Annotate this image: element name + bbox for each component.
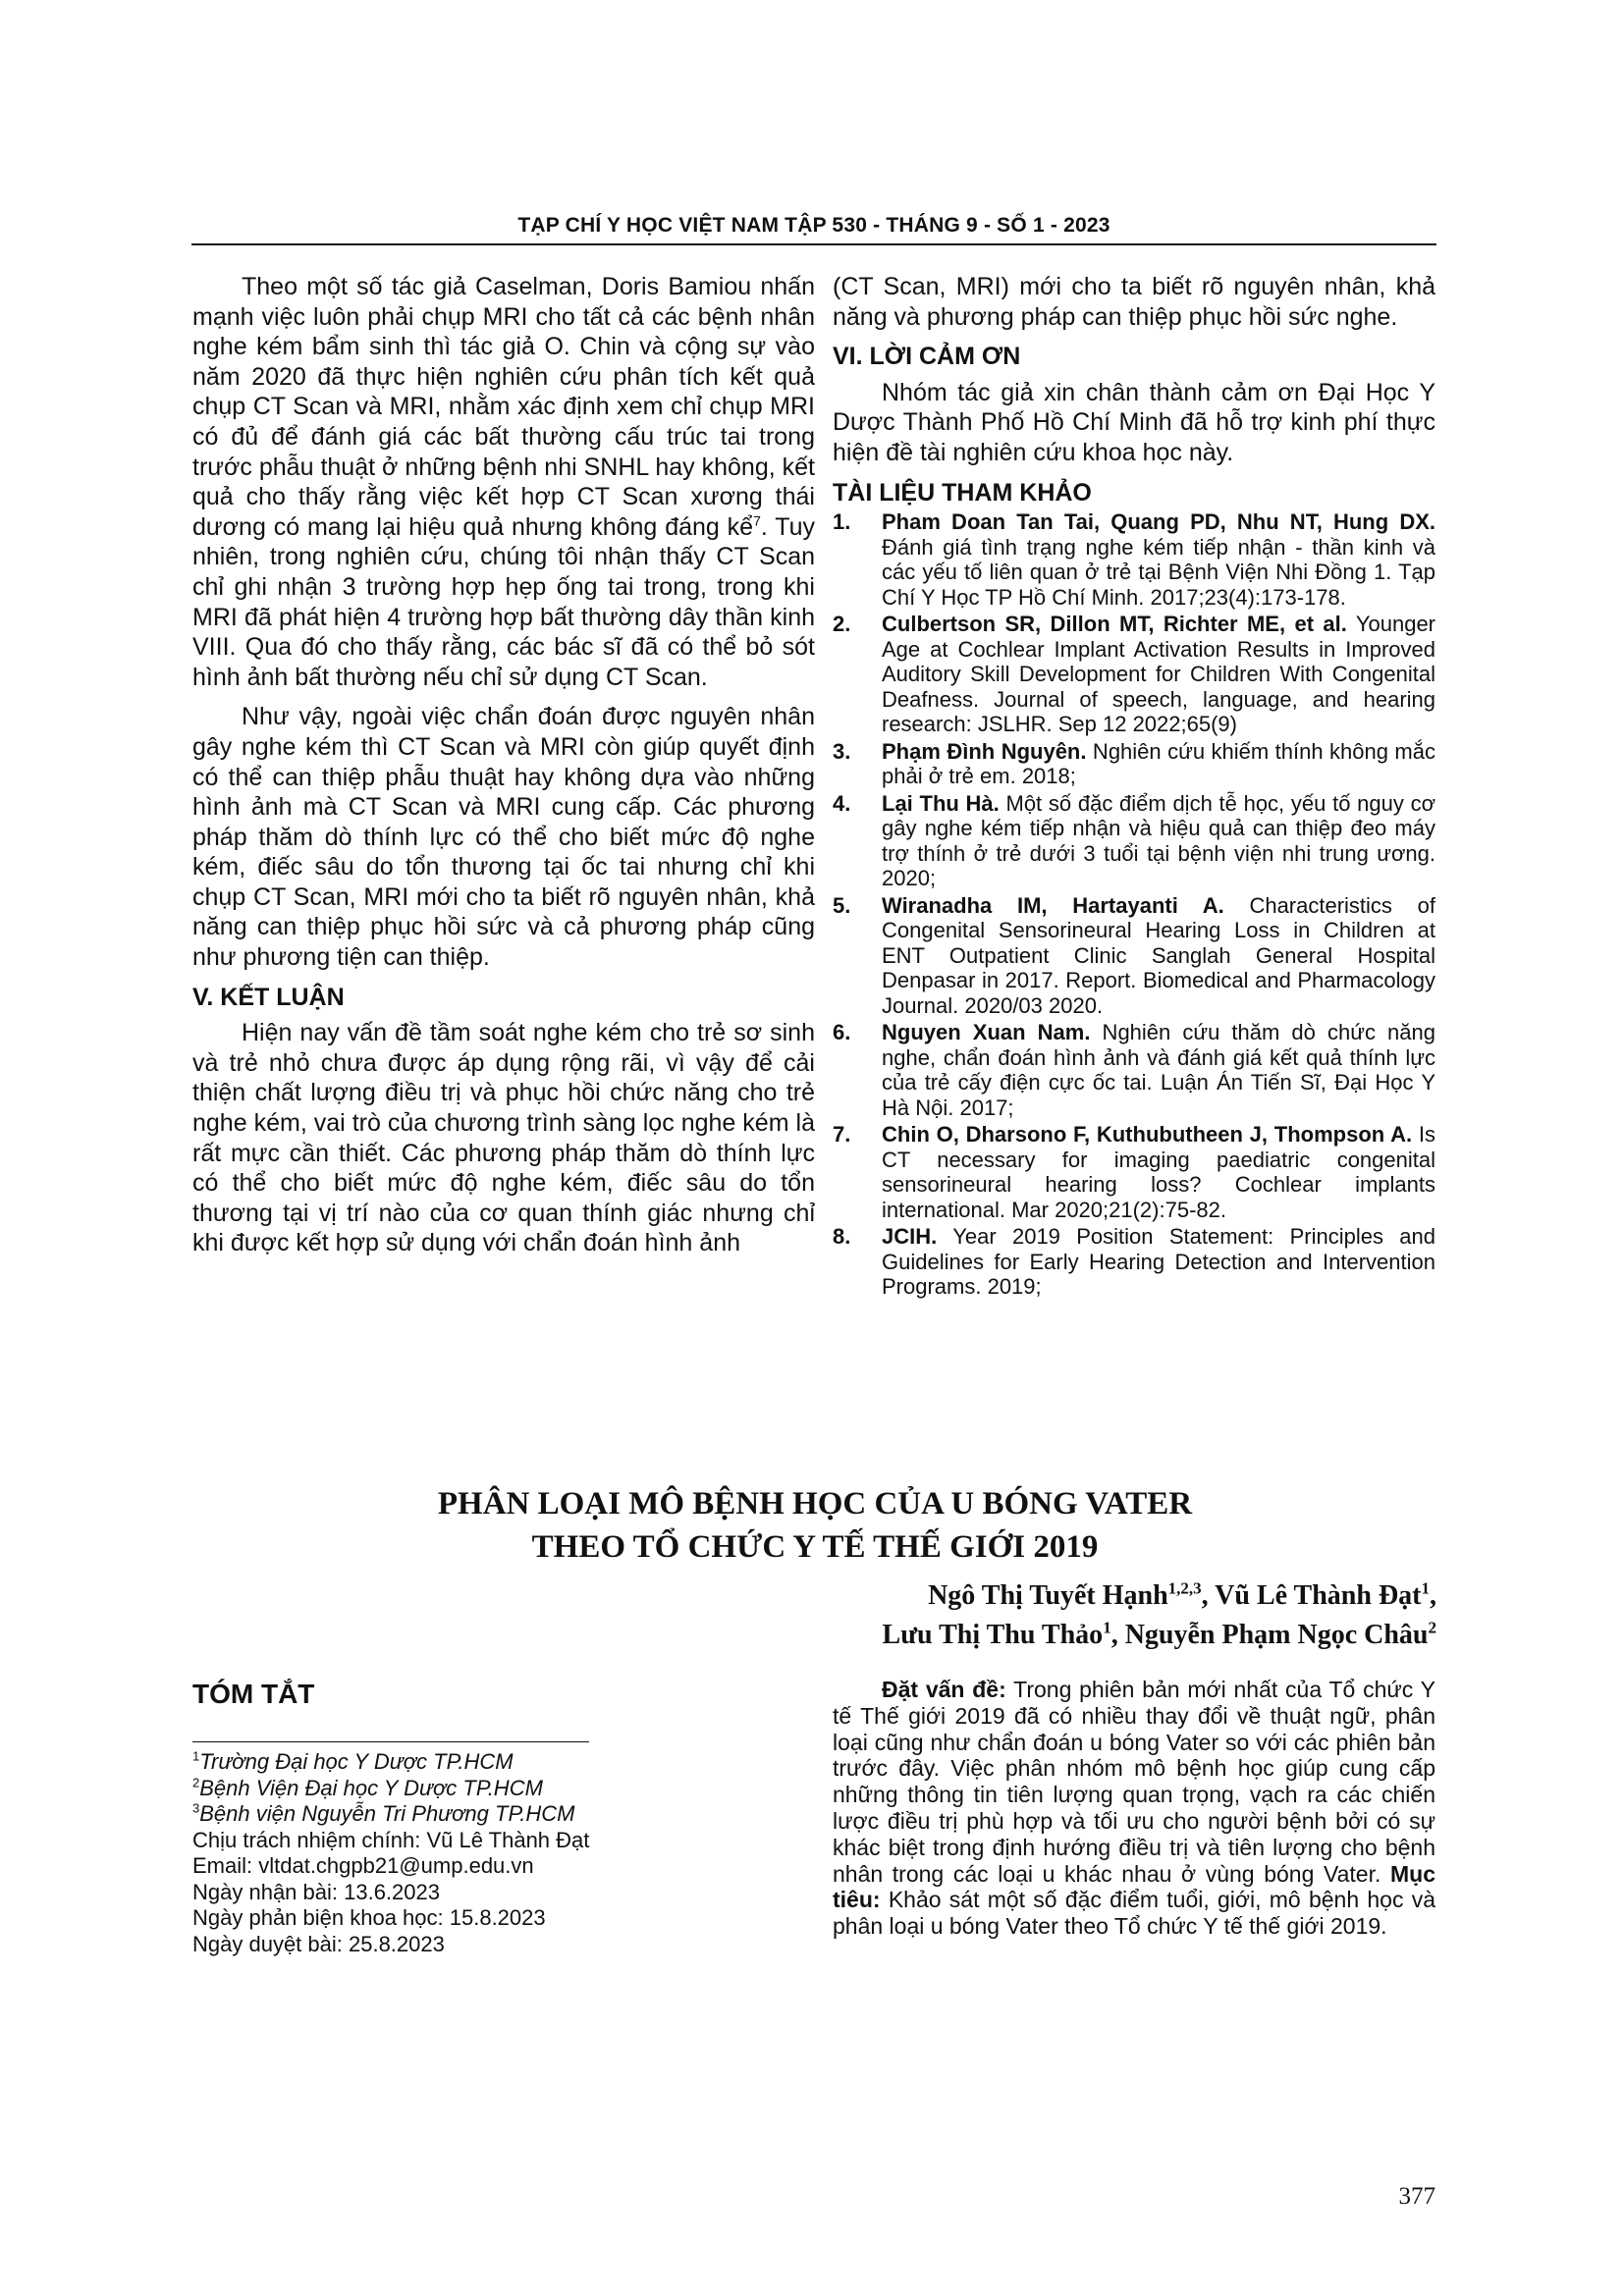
paragraph-text: Theo một số tác giả Caselman, Doris Bamiou nhấn mạnh việc luôn phải chụp MRI cho tất cả các bệnh nhân nghe kém bẩm sinh thì tác giả O. Chin và cộng sự vào năm 2020 đã thực hiện nghiên cứu phân tích kết quả chụp CT Scan và MRI, nhằm xác định xem chỉ chụp MRI có đủ để đánh giá các bất thường cấu trúc tai trong trước phẫu thuật ở những bệnh nhi SNHL hay không, kết quả cho thấy rằng việc kết hợp CT Scan xương thái dương có mang lại hiệu quả nhưng không đáng kể — [192, 273, 815, 541]
author-line-2 — [553, 1616, 1436, 1655]
reference-item — [833, 1122, 1435, 1222]
acknowledgement-paragraph: Nhóm tác giả xin chân thành cảm ơn Đại Học Y Dược Thành Phố Hồ Chí Minh đã hỗ trợ kinh phí thực hiện đề tài nghiên cứu khoa học này. — [833, 378, 1435, 466]
affiliation-sup: 2 — [192, 1775, 200, 1790]
affiliation-sup: 3 — [192, 1800, 200, 1816]
reference-authors: Lại Thu Hà. — [882, 790, 1000, 816]
article-title-line-1: PHÂN LOẠI MÔ BỆNH HỌC CỦA U BÓNG VATER — [437, 1486, 1193, 1522]
author-affiliation-sup: 1,2,3 — [1167, 1578, 1202, 1598]
author-list — [553, 1576, 1436, 1655]
journal-header: TẠP CHÍ Y HỌC VIỆT NAM TẬP 530 - THÁNG 9 - SỐ 1 - 2023 — [517, 214, 1110, 237]
reference-text: Is CT necessary for imaging paediatric congenital sensorineural hearing loss? Cochlear implants international. Mar 2020;21(2):75-82. — [882, 1122, 1435, 1222]
abstract-label-background: Đặt vấn đề: — [882, 1677, 1006, 1702]
affiliation-block — [192, 1749, 801, 1957]
article-title-line-2: THEO TỔ CHỨC Y TẾ THẾ GIỚI 2019 — [531, 1529, 1099, 1565]
references-title: TÀI LIỆU THAM KHẢO — [833, 478, 1092, 507]
reference-item — [833, 612, 1435, 737]
reference-authors: Wiranadha IM, Hartayanti A. — [882, 892, 1224, 918]
reference-authors: JCIH. — [882, 1224, 938, 1250]
reference-number: 4. — [833, 790, 851, 816]
affiliation-text: Trường Đại học Y Dược TP.HCM — [199, 1749, 514, 1774]
article-title — [192, 1482, 1437, 1569]
reference-text: Characteristics of Congenital Sensorineural Hearing Loss in Children at ENT Outpatient Clinic Sanglah General Hospital Denpasar in 2017. Report. Biomedical and Pharmacology Journal. 2020/03 2020. — [882, 892, 1435, 1018]
abstract-text: Khảo sát một số đặc điểm tuổi, giới, mô bệnh học và phân loại u bóng Vater theo Tổ chức Y tế thế giới 2019. — [833, 1887, 1435, 1940]
conclusion-continuation: (CT Scan, MRI) mới cho ta biết rõ nguyên nhân, khả năng và phương pháp can thiệp phục hồi sức nghe. — [833, 273, 1435, 331]
author-name: , Nguyễn Phạm Ngọc Châu — [1110, 1620, 1429, 1650]
discussion-paragraph-1 — [192, 272, 815, 692]
section-title-acknowledgement: VI. LỜI CẢM ƠN — [833, 343, 1021, 371]
affiliation-item — [192, 1776, 801, 1802]
reference-text: Year 2019 Position Statement: Principles and Guidelines for Early Hearing Detection and Intervention Programs. 2019; — [882, 1224, 1435, 1300]
author-name: , Vũ Lê Thành Đạt — [1201, 1580, 1422, 1611]
abstract-paragraph — [833, 1677, 1435, 1940]
reference-number: 7. — [833, 1122, 851, 1148]
page-number: 377 — [1398, 2183, 1435, 2210]
section-title-conclusion: V. KẾT LUẬN — [192, 983, 345, 1011]
reference-authors: Phạm Đình Nguyên. — [882, 738, 1087, 764]
reference-number: 8. — [833, 1224, 851, 1250]
abstract-text: Trong phiên bản mới nhất của Tổ chức Y tế Thế giới 2019 đã có nhiều thay đổi về thuật ngữ, phân loại cũng như chẩn đoán u bóng Vater so với các phiên bản trước đây. Việc phân nhóm mô bệnh học giúp cung cấp những thông tin tiên lượng quan trọng, vạch ra các chiến lược điều trị phù hợp và tối ưu cho người bệnh bởi có sự khác biệt trong định hướng điều trị và tiên lượng cho bệnh nhân trong các loại u khác nhau ở vùng bóng Vater. — [833, 1677, 1435, 1887]
author-affiliation-sup: 2 — [1428, 1618, 1436, 1637]
affiliation-text: Bệnh viện Nguyễn Tri Phương TP.HCM — [199, 1801, 575, 1826]
paragraph-text: . Tuy nhiên, trong nghiên cứu, chúng tôi nhận thấy CT Scan chỉ ghi nhận 3 trường hợp hẹp ống tai trong, trong khi MRI đã phát hiện 4 trường hợp bất thường dây thần kinh VIII. Qua đó cho thấy rằng, các bác sĩ đã có thể bỏ sót hình ảnh bất thường nếu chỉ sử dụng CT Scan. — [192, 512, 816, 691]
reference-text: Nghiên cứu khiếm thính không mắc phải ở trẻ em. 2018; — [882, 738, 1435, 789]
author-name: Lưu Thị Thu Thảo — [882, 1620, 1104, 1650]
reference-text: Nghiên cứu thăm dò chức năng nghe, chẩn đoán hình ảnh và đánh giá kết quả thính lực của trẻ cấy điện cực ốc tai. Luận Án Tiến Sĩ, Đại Học Y Hà Nội. 2017; — [882, 1020, 1435, 1120]
discussion-paragraph-2: Như vậy, ngoài việc chẩn đoán được nguyên nhân gây nghe kém thì CT Scan và MRI còn giúp quyết định có thể can thiệp phẫu thuật hay không dựa vào những hình ảnh mà CT Scan và MRI cung cấp. Các phương pháp thăm dò thính lực có thể cho biết mức độ nghe kém, điếc sâu do tổn thương tại ốc tai nhưng chỉ khi chụp CT Scan, MRI mới cho ta biết rõ nguyên nhân, khả năng can thiệp phục hồi sức và cả phương pháp cũng như phương tiện can thiệp. — [192, 703, 815, 972]
reference-authors: Culbertson SR, Dillon MT, Richter ME, et al. — [882, 612, 1347, 637]
reference-item — [833, 739, 1435, 789]
left-column — [192, 272, 815, 1268]
affiliation-sup: 1 — [192, 1748, 200, 1764]
reference-text: Younger Age at Cochlear Implant Activation Results in Improved Auditory Skill Development for Children With Congenital Deafness. Journal of speech, language, and hearing research: JSLHR. Sep 12 2022;65(9) — [882, 612, 1436, 737]
conclusion-paragraph: Hiện nay vấn đề tầm soát nghe kém cho trẻ sơ sinh và trẻ nhỏ chưa được áp dụng rộng rãi, vì vậy để cải thiện chất lượng điều trị và phục hồi chức năng cho trẻ nghe kém, vai trò của chương trình sàng lọc nghe kém là rất mực cần thiết. Các phương pháp thăm dò thính lực có thể cho biết mức độ nghe kém, điếc sâu do tổn thương tại vị trí nào của cơ quan thính giác nhưng chỉ khi được kết hợp sử dụng với chẩn đoán hình ảnh — [192, 1019, 815, 1257]
reference-number: 6. — [833, 1020, 851, 1045]
affiliation-text: Bệnh Viện Đại học Y Dược TP.HCM — [199, 1775, 543, 1800]
author-affiliation-sup: 1 — [1103, 1618, 1111, 1637]
reference-text: Đánh giá tình trạng nghe kém tiếp nhận - thần kinh và các yếu tố liên quan ở trẻ tại Bệnh Viện Nhi Đồng 1. Tạp Chí Y Học TP Hồ Chí Minh. 2017;23(4):173-178. — [882, 534, 1435, 610]
reference-item — [833, 893, 1435, 1019]
affiliation-item — [192, 1801, 801, 1828]
corresponding-author: Chịu trách nhiệm chính: Vũ Lê Thành Đạt — [192, 1827, 590, 1852]
reference-item — [833, 791, 1435, 891]
affiliation-rule — [192, 1741, 589, 1742]
reference-number: 2. — [833, 612, 851, 637]
approved-date: Ngày duyệt bài: 25.8.2023 — [192, 1931, 445, 1956]
abstract-label-objective: Mục tiêu: — [833, 1860, 1435, 1913]
abstract-body — [833, 1677, 1435, 1940]
author-separator: , — [1430, 1580, 1436, 1611]
citation-superscript: 7 — [753, 512, 761, 529]
reference-item — [833, 509, 1435, 610]
reference-item — [833, 1224, 1435, 1300]
reference-authors: Pham Doan Tan Tai, Quang PD, Nhu NT, Hung DX. — [882, 509, 1435, 535]
reference-authors: Nguyen Xuan Nam. — [882, 1020, 1091, 1045]
abstract-heading: TÓM TẮT — [192, 1679, 315, 1709]
author-name: Ngô Thị Tuyết Hạnh — [928, 1580, 1168, 1611]
email[interactable]: Email: vltdat.chgpb21@ump.edu.vn — [192, 1853, 534, 1878]
reference-text: Một số đặc điểm dịch tễ học, yếu tố nguy cơ gây nghe kém tiếp nhận và hiệu quả can thiệp đeo máy trợ thính ở trẻ dưới 3 tuổi tại bệnh viện nhi trung ương. 2020; — [882, 790, 1435, 891]
review-date: Ngày phản biện khoa học: 15.8.2023 — [192, 1905, 546, 1930]
affiliation-item — [192, 1749, 801, 1776]
right-column — [833, 272, 1435, 1302]
author-affiliation-sup: 1 — [1421, 1578, 1430, 1598]
author-line-1 — [553, 1576, 1436, 1616]
reference-number: 3. — [833, 738, 851, 764]
header-rule — [191, 243, 1436, 245]
received-date: Ngày nhận bài: 13.6.2023 — [192, 1879, 440, 1904]
reference-authors: Chin O, Dharsono F, Kuthubutheen J, Thompson A. — [882, 1122, 1413, 1148]
reference-number: 1. — [833, 509, 851, 535]
reference-number: 5. — [833, 892, 851, 918]
reference-item — [833, 1020, 1435, 1120]
reference-list — [833, 509, 1435, 1300]
